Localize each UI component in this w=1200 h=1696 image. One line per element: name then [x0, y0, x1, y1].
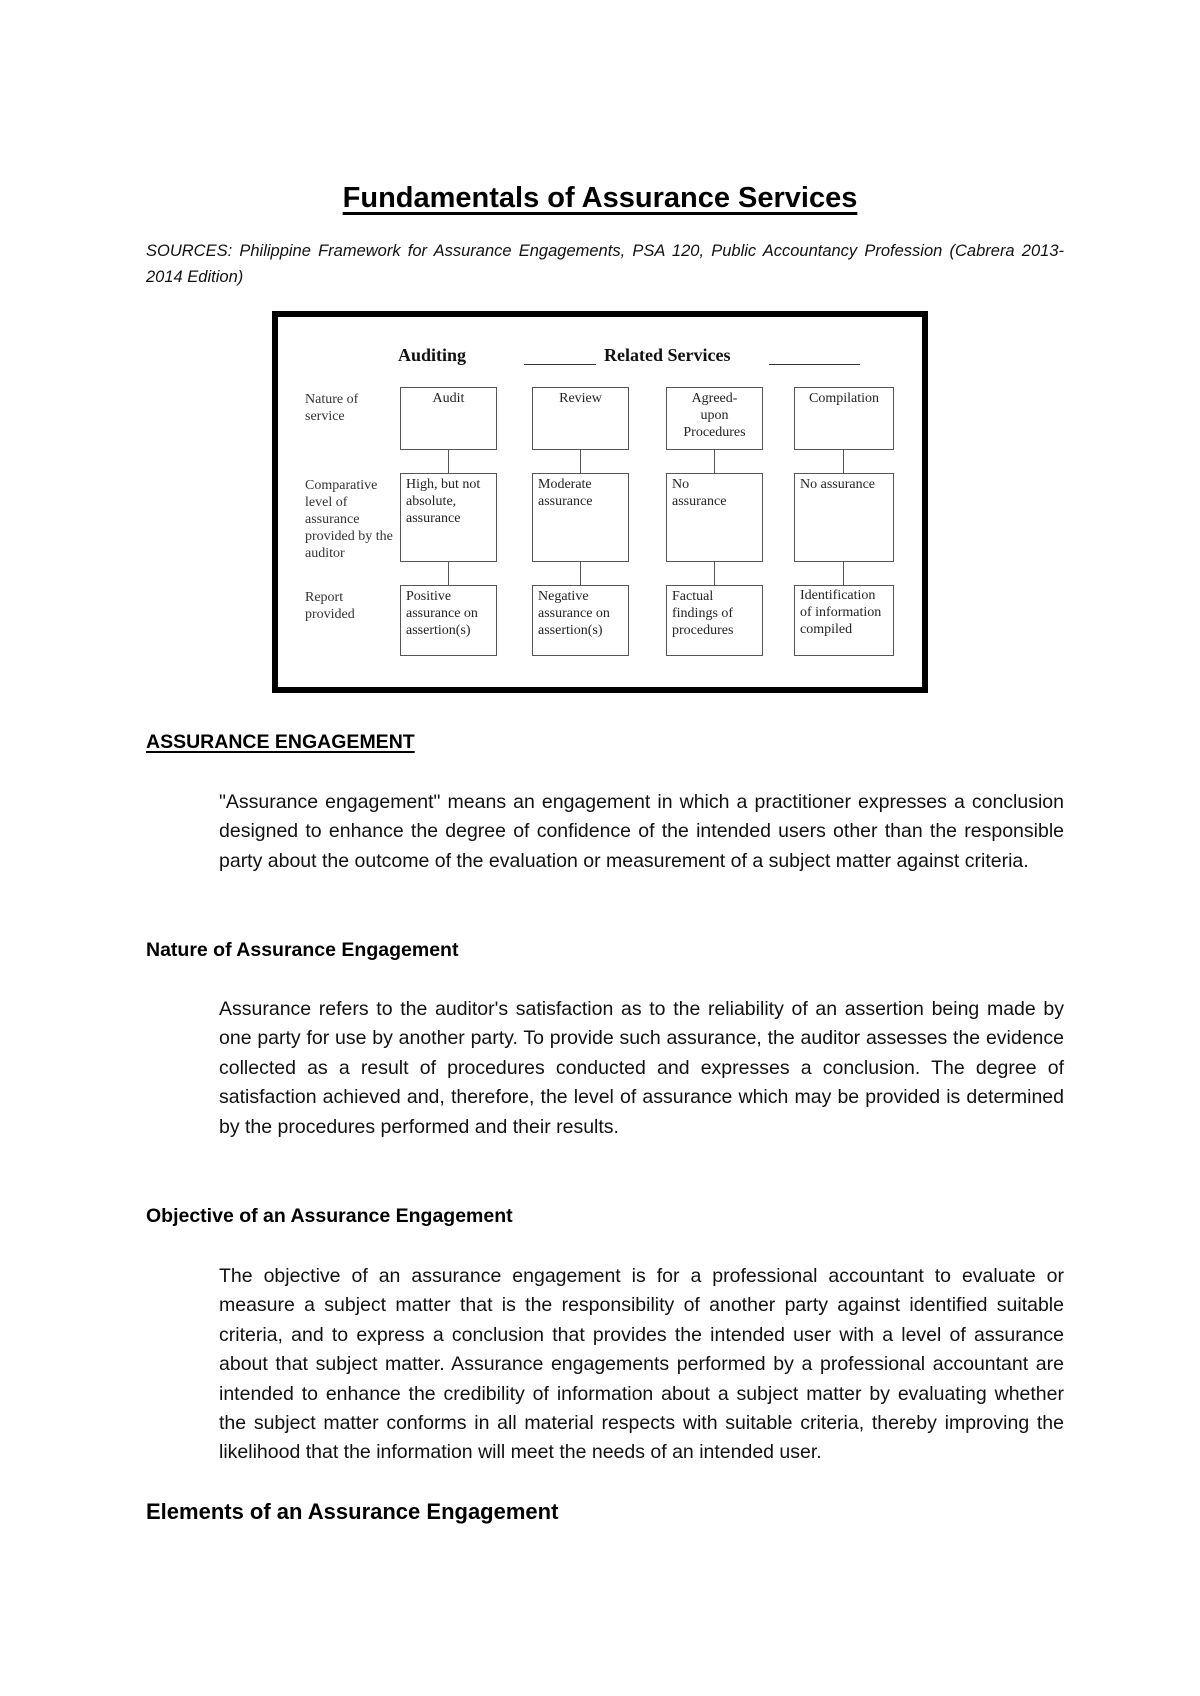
- paragraph-objective: The objective of an assurance engagement is for a professional accountant to evaluate or measure a subject matter that is the responsibility of another party against identified suitable criteria, and to express a conclusion that provides the intended user with a level of assurance about that subject matter. Assurance engagements performed by a professional accountant are intended to enhance the credibility of information about a subject matter by evaluating whether the subject matter conforms in all material respects with suitable criteria, thereby improving the likelihood that the information will meet the needs of an intended user.: [219, 1265, 1064, 1464]
- diagram-heading-related-services: Related Services: [604, 345, 731, 365]
- box-compilation-service: Compilation: [794, 387, 894, 450]
- row-label-report: Report provided: [305, 590, 355, 622]
- box-aup-assurance: [666, 473, 763, 562]
- connector: [580, 450, 581, 473]
- document-title: Fundamentals of Assurance Services: [342, 182, 858, 214]
- connector: [448, 562, 449, 585]
- paragraph-nature: Assurance refers to the auditor's satisfaction as to the reliability of an assertion being made by one party for use by another party. To provide such assurance, the auditor assesses the evidence collected as a result of procedures conducted and expresses a conclusion. The degree of satisfaction achieved and, therefore, the level of assurance which may be provided is determined by the procedures performed and their results.: [219, 998, 1064, 1138]
- connector: [714, 450, 715, 473]
- diagram-rule-right: [769, 364, 860, 365]
- connector: [843, 562, 844, 585]
- box-review-service: Review: [532, 387, 629, 450]
- heading-elements: Elements of an Assurance Engagement: [146, 1499, 559, 1524]
- box-compilation-report: [794, 585, 894, 656]
- box-aup-service: Agreed-upon Procedures: [666, 387, 763, 450]
- box-review-report: Negative assurance on assertion(s): [532, 585, 629, 656]
- box-compilation-assurance: No assurance: [794, 473, 894, 562]
- connector: [843, 450, 844, 473]
- heading-nature: Nature of Assurance Engagement: [146, 939, 459, 961]
- connector: [580, 562, 581, 585]
- box-aup-report: Factual findings of procedures: [666, 585, 763, 656]
- box-audit-service: Audit: [400, 387, 497, 450]
- sources-citation: SOURCES: Philippine Framework for Assurance Engagements, PSA 120, Public Accountancy Profession (Cabrera 2013-2014 Edition): [146, 242, 1064, 286]
- connector: [714, 562, 715, 585]
- box-audit-assurance: High, but not absolute, assurance: [400, 473, 497, 562]
- box-audit-report: Positive assurance on assertion(s): [400, 585, 497, 656]
- heading-objective: Objective of an Assurance Engagement: [146, 1205, 513, 1227]
- row-label-level: Comparative level of assurance provided by the auditor: [305, 478, 393, 561]
- diagram-rule-left: [524, 364, 596, 365]
- diagram-heading-auditing: Auditing: [398, 345, 467, 365]
- box-compilation-report-text: Identification of information compiled: [800, 588, 882, 637]
- row-label-nature: Nature of service: [305, 392, 359, 424]
- box-aup-assurance-text: No assurance: [672, 477, 727, 509]
- paragraph-assurance-engagement: "Assurance engagement" means an engagement in which a practitioner expresses a conclusion designed to enhance the degree of confidence of the intended users other than the responsible party about the outcome of the evaluation or measurement of a subject matter against criteria.: [219, 791, 1064, 872]
- connector: [448, 450, 449, 473]
- services-diagram: [272, 311, 928, 693]
- heading-assurance-engagement: ASSURANCE ENGAGEMENT: [146, 731, 415, 753]
- box-review-assurance: Moderate assurance: [532, 473, 629, 562]
